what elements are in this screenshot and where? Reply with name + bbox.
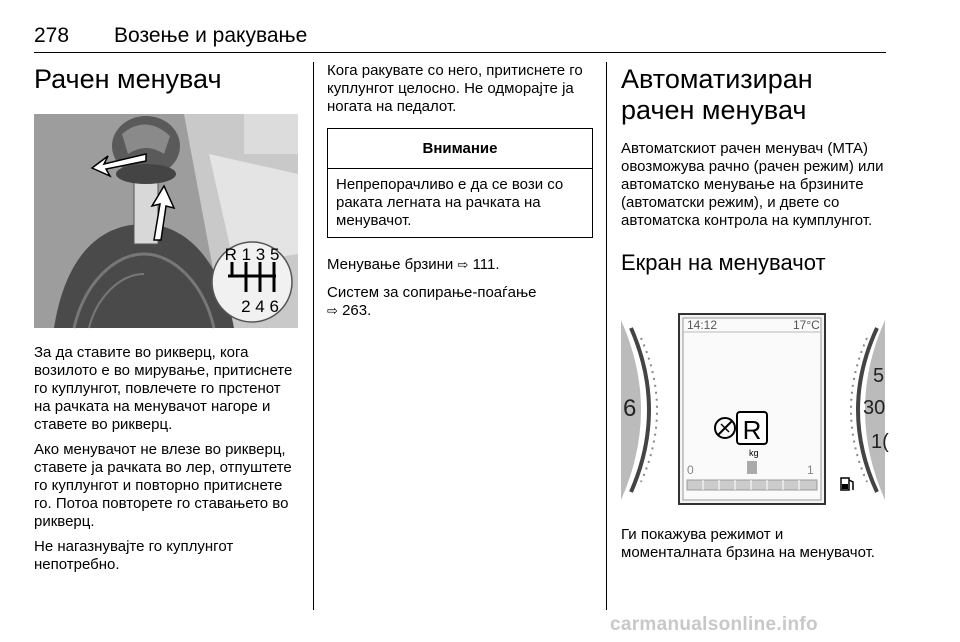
column-divider-1 [313,62,314,610]
gear-pattern-bottom-label: 2 4 6 [241,297,279,316]
notice-box [327,128,593,238]
reference-stop-start-text: Систем за сопирање-поаѓање [327,284,537,301]
gear-lever-illustration [34,114,298,328]
reference-stop-start[interactable] [327,284,593,321]
gear-pattern-top-label: R 1 3 5 [224,245,280,264]
right-gauge-number-1: 5 [873,365,885,387]
fuel-pump-icon [747,461,757,474]
fuel-gauge-bar [687,480,817,490]
reference-stop-start-page: 263. [342,302,372,319]
page-header [34,24,886,54]
arrow-reference-icon: ⇨ [327,304,338,319]
scale-max: 1 [807,463,814,477]
watermark: carmanualsonline.info [610,614,818,635]
transmission-display-figure [621,310,889,510]
display-temperature: 17°C [793,318,820,332]
scale-min: 0 [687,463,694,477]
section-title: Возење и ракување [114,24,308,47]
arrow-reference-icon: ⇨ [457,258,469,273]
left-gauge-number: 6 [623,395,637,422]
cross-references [327,256,593,321]
heading-automated-transmission: Автоматизиран рачен менувач [621,64,813,125]
notice-title: Внимание [328,129,592,169]
reference-shifting-page: 111. [472,256,500,273]
display-caption: Ги покажува режимот и моменталната брзина на менувачот. [621,526,875,561]
column-1-text [34,344,300,574]
paragraph-clutch-warning: Не нагазнувајте го куплунгот непотребно. [34,538,234,573]
right-gauge-number-2: 30 [863,397,886,419]
gear-lever-figure [34,114,298,328]
page-number: 278 [34,24,70,47]
reference-shifting[interactable] [327,256,593,275]
display-time: 14:12 [687,318,718,332]
reference-shifting-text: Менување брзини [327,256,454,273]
column-divider-2 [606,62,607,610]
heading-transmission-display: Екран на менувачот [621,250,826,275]
display-gear: R [742,415,762,445]
column-2-text [327,62,593,116]
display-unit: kg [749,448,759,458]
instrument-cluster-illustration [621,310,889,510]
paragraph-mta-description: Автоматскиот рачен менувач (MTA) овозможува рачно (рачен режим) или автоматско менување на брзините (автоматски режим), и двете со автоматска контрола на кумплунгот. [621,140,884,229]
heading-manual-transmission: Рачен менувач [34,64,222,94]
notice-body: Непрепорачливо е да се вози со раката легната на рачката на менувачот. [336,176,564,229]
right-gauge-number-3: 1( [871,431,889,453]
paragraph-reverse-retry: Ако менувачот не влезе во рикверц, ставете ја рачката во лер, отпуштете го куплунгот и повторно притиснете го. Потоа повторете го ставањето во рикверц. [34,441,292,530]
column-manual-transmission [34,62,300,95]
header-rule [34,52,886,53]
paragraph-reverse-gear: За да ставите во рикверц, кога возилото е во мирување, притиснете го куплунгот, повлечете го прстенот на рачката на менувачот нагоре и ставете во рикверц. [34,344,293,433]
column-automated-transmission [621,62,887,276]
figure-caption-block [621,526,887,562]
paragraph-press-clutch: Кога ракувате со него, притиснете го куплунгот целосно. Не одморајте ја ногата на педалот. [327,62,583,115]
